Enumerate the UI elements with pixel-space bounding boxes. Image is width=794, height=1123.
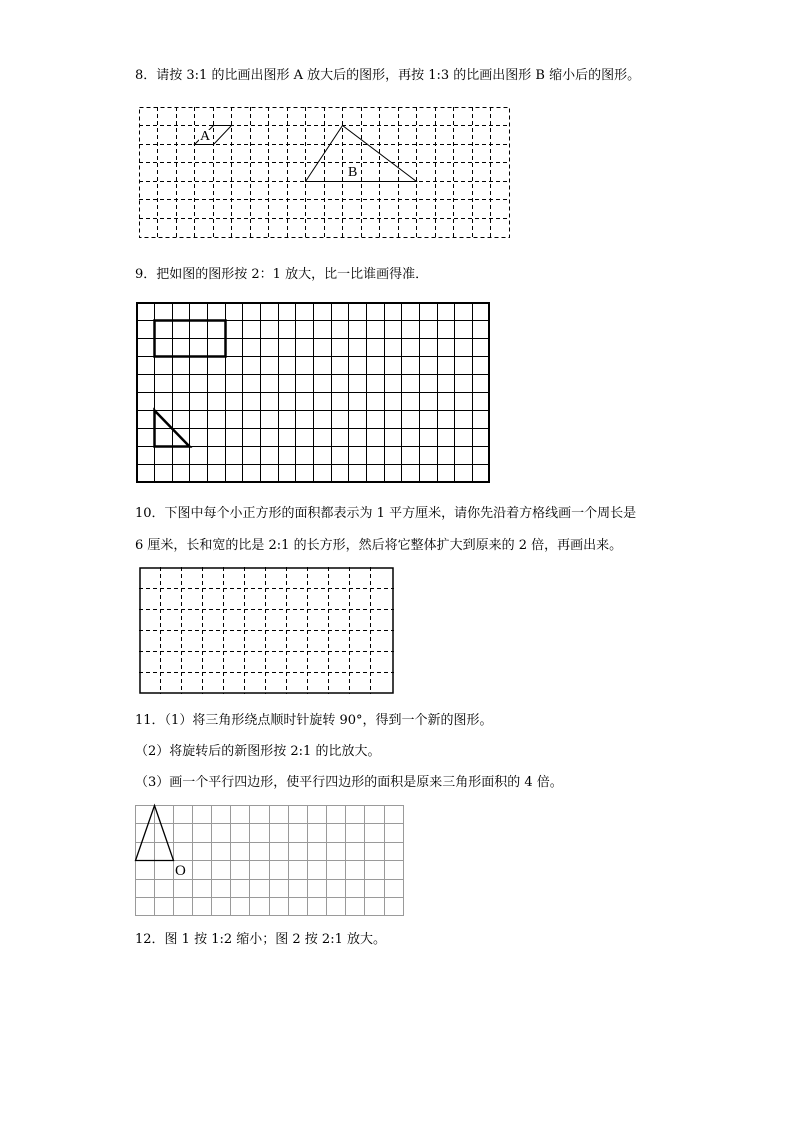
grid-question-11 bbox=[135, 805, 405, 917]
grid-question-10 bbox=[139, 567, 395, 695]
question-11-line-2: （2）将旋转后的新图形按 2:1 的比放大。 bbox=[135, 744, 381, 759]
grid-question-8 bbox=[139, 107, 511, 239]
question-8-text: 8．请按 3:1 的比画出图形 A 放大后的图形，再按 1:3 的比画出图形 B 缩小后的图形。 bbox=[135, 68, 641, 83]
label-b: B bbox=[348, 165, 358, 180]
grid-question-9 bbox=[136, 302, 491, 484]
question-11-line-1: 11．（1）将三角形绕点顺时针旋转 90°，得到一个新的图形。 bbox=[135, 713, 493, 728]
question-10-line-1: 10．下图中每个小正方形的面积都表示为 1 平方厘米，请你先沿着方格线画一个周长是 bbox=[135, 506, 637, 521]
question-11-line-3: （3）画一个平行四边形，使平行四边形的面积是原来三角形面积的 4 倍。 bbox=[135, 775, 563, 790]
question-9-text: 9．把如图的图形按 2：1 放大，比一比谁画得准． bbox=[135, 267, 429, 282]
label-point-o: O bbox=[175, 863, 186, 879]
label-a: A bbox=[200, 129, 211, 144]
question-12-text: 12．图 1 按 1:2 缩小；图 2 按 2:1 放大。 bbox=[135, 932, 386, 947]
question-10-line-2: 6 厘米，长和宽的比是 2:1 的长方形，然后将它整体扩大到原来的 2 倍，再画出来。 bbox=[135, 538, 623, 553]
